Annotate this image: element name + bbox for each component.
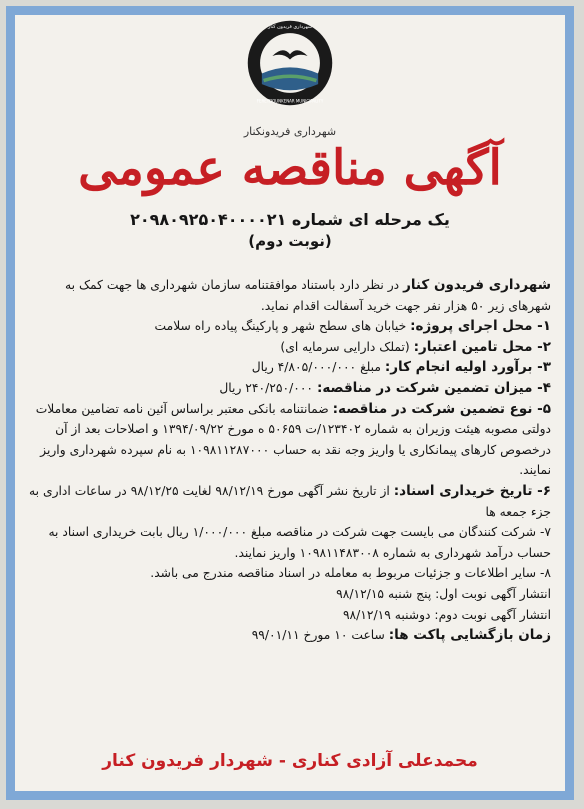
item-5: [29, 399, 551, 481]
ad-frame: [6, 6, 574, 800]
item-label: ۶- تاریخ خریداری اسناد:: [393, 482, 551, 499]
logo-ring-text-en: FEREYDOUNKENAR MUNICIPALITY: [256, 98, 324, 104]
publish-second: انتشار آگهی نوبت دوم: دوشنبه ۹۸/۱۲/۱۹: [342, 607, 551, 622]
municipality-emblem-bird-icon: [246, 19, 334, 107]
item-text: از تاریخ نشر آگهی مورخ ۹۸/۱۲/۱۹ لغایت ۹۸/۱۲/۲۵ در ساعات اداری به جزء جمعه ها: [29, 483, 551, 519]
item-8: [29, 563, 551, 584]
intro-paragraph: [29, 275, 551, 316]
item-3: [29, 357, 551, 378]
ad-paper: [15, 15, 565, 791]
publish-first: انتشار آگهی نوبت اول: پنج شنبه ۹۸/۱۲/۱۵: [336, 586, 551, 601]
item-text: خیابان های سطح شهر و پارکینگ پیاده راه سلامت: [154, 319, 411, 334]
item-text: (تملک دارایی سرمایه ای): [280, 339, 414, 354]
item-4: [29, 378, 551, 399]
item-label: ۴- میزان تضمین شرکت در مناقصه:: [316, 379, 551, 396]
intro-lead: شهرداری فریدون کنار: [403, 277, 551, 293]
logo-caption: شهرداری فریدونکنار: [243, 125, 337, 138]
item-1: [29, 316, 551, 337]
item-text: ضمانتنامه بانکی معتبر براساس آئین نامه تضامین معاملات دولتی مصوبه هیئت وزیران به شماره ۱۲۳۴۰۲/ت ۵۰۶۵۹ ه مورخ ۱۳۹۴/۰۹/۲۲ و اصلاحات بعد از آن درخصوص کارهای پیمانکاری یا واریز وجه نقد به حساب ۱۰۹۸۱۱۲۸۷۰۰۰ به نام سپرده شهرداری واریز نمایند.: [35, 401, 551, 478]
item-label: ۳- برآورد اولیه انجام کار:: [384, 359, 551, 376]
item-label: ۲- محل تامین اعتبار:: [413, 338, 551, 355]
item-label: ۱- محل اجرای پروژه:: [410, 318, 551, 335]
ad-body: [29, 275, 551, 646]
item-text: ۸- سایر اطلاعات و جزئیات مربوط به معامله در اسناد مناقصه مندرج می باشد.: [150, 566, 551, 581]
intro-rest: در نظر دارد باستناد موافقتنامه سازمان شهرداری ها جهت کمک به شهرهای زیر ۵۰ هزار نفر جهت خرید آسفالت اقدام نماید.: [65, 278, 551, 313]
logo-area: [15, 19, 565, 111]
item-label: ۵- نوع تضمین شرکت در مناقصه:: [332, 400, 551, 417]
tender-number: یک مرحله ای شماره ۲۰۹۸۰۹۲۵۰۴۰۰۰۰۲۱: [130, 210, 450, 229]
publication-round: (نوبت دوم): [248, 232, 332, 250]
item-7: [29, 522, 551, 563]
item-text: ۷- شرکت کنندگان می بایست جهت شرکت در مناقصه مبلغ ۱/۰۰۰/۰۰۰ ریال بابت خریداری اسناد به حساب درآمد شهرداری به شماره ۱۰۹۸۱۱۴۸۳۰۰۸ واریز نمایند.: [48, 525, 551, 560]
logo-ring-text: شهرداری فریدون کنار: [268, 25, 312, 31]
signature: محمدعلی آزادی کناری - شهردار فریدون کنار: [102, 751, 478, 771]
item-text: ۲۴۰/۲۵۰/۰۰۰ ریال: [219, 380, 317, 395]
item-6: [29, 481, 551, 522]
opening-text: ساعت ۱۰ مورخ ۹۹/۰۱/۱۱: [251, 628, 389, 643]
item-text: مبلغ ۴/۸۰۵/۰۰۰/۰۰۰ ریال: [251, 360, 385, 375]
opening-label: زمان بازگشایی پاکت ها:: [388, 627, 551, 644]
opening-time: [29, 625, 551, 646]
ad-headline: آگهی مناقصه عمومی: [78, 140, 502, 196]
item-2: [29, 337, 551, 358]
